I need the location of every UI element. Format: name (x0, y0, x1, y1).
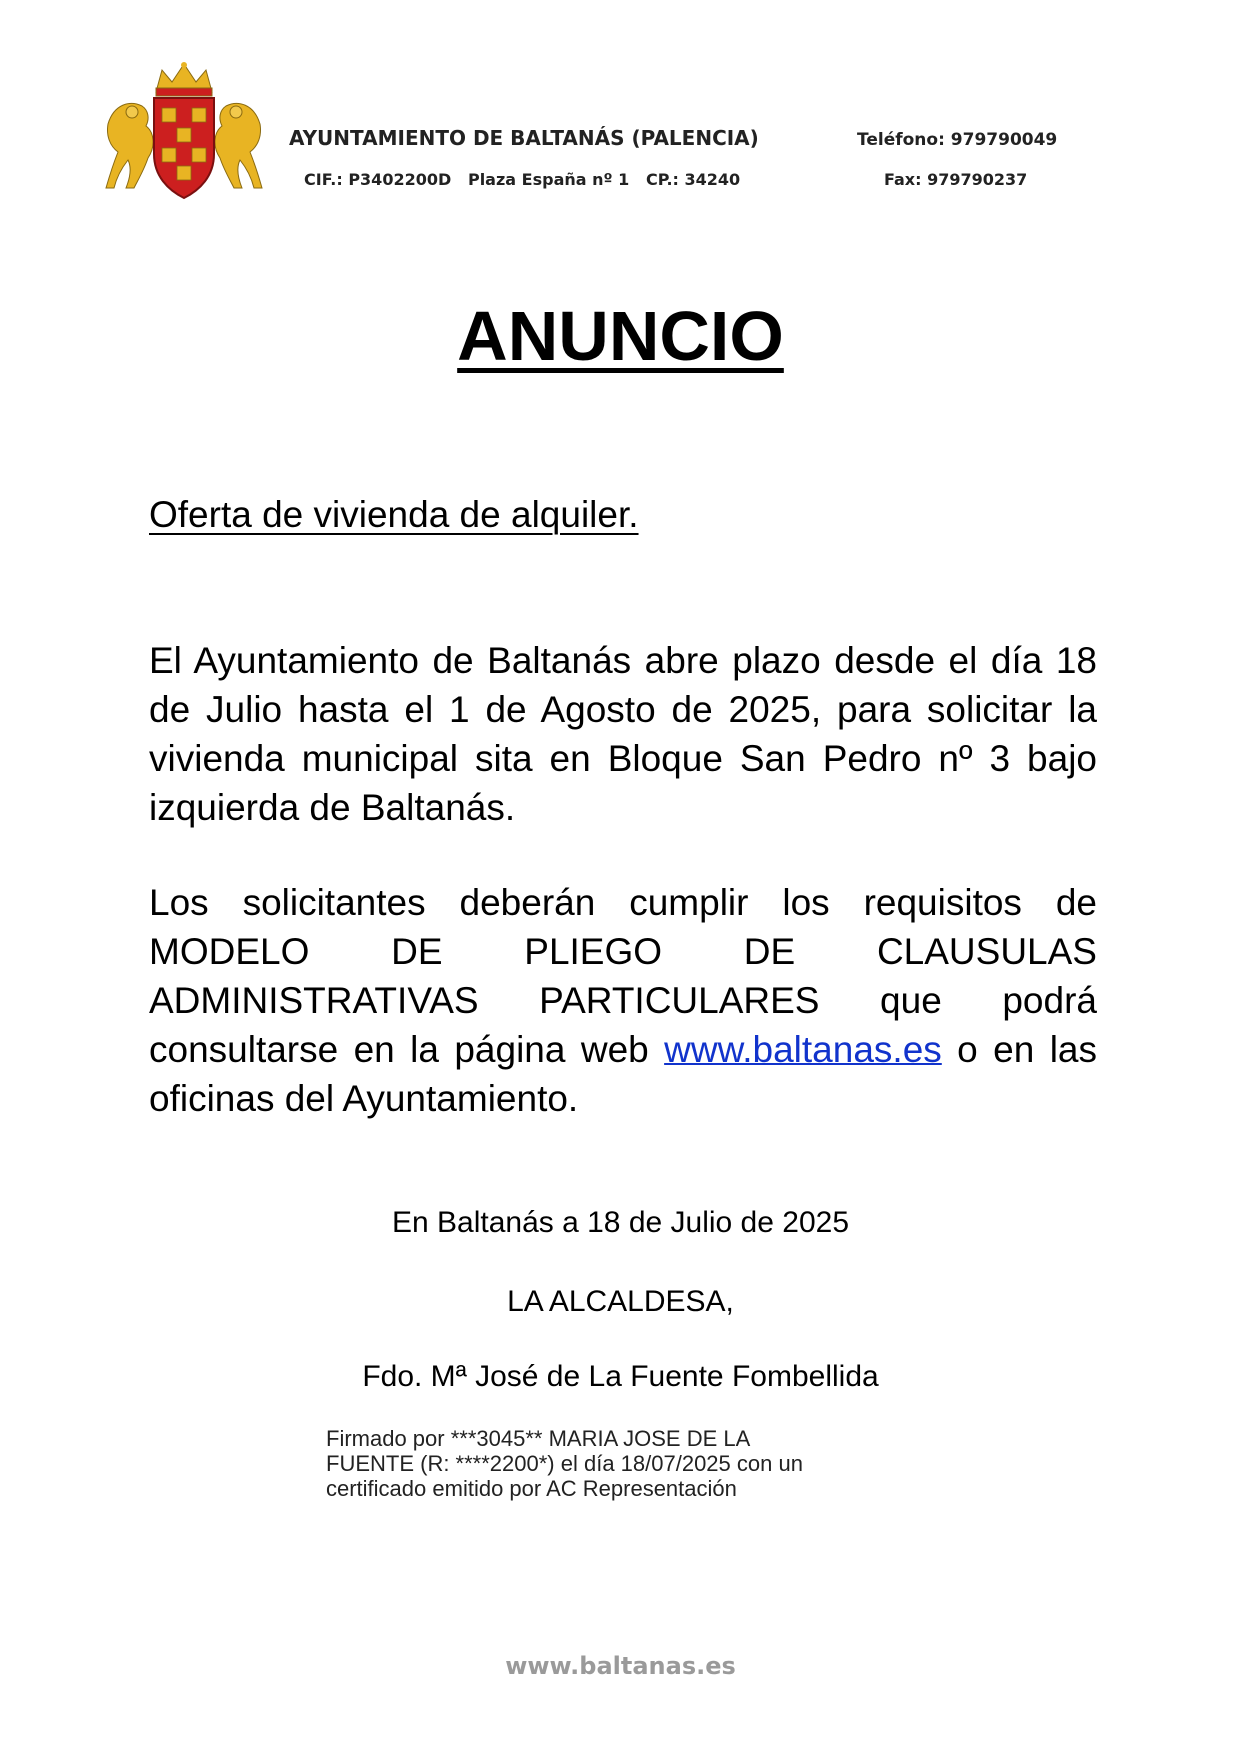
coat-of-arms-logo (104, 62, 264, 202)
header-institution-name: AYUNTAMIENTO DE BALTANÁS (PALENCIA) (289, 126, 759, 150)
paragraph-2-text-after-link: o en las oficinas del Ayuntamiento. (149, 1029, 1097, 1119)
paragraph-2-text-before-link: Los solicitantes deberán cumplir los requisitos de MODELO DE PLIEGO DE CLAUSULAS ADMINISTRATIVAS PARTICULARES que podrá consultarse en la página web (149, 882, 1097, 1070)
dateline: En Baltanás a 18 de Julio de 2025 (391, 1206, 850, 1239)
signer-name: Fdo. Mª José de La Fuente Fombellida (362, 1360, 879, 1393)
signature-line-3: certificado emitido por AC Representación (326, 1476, 737, 1501)
signer-role: LA ALCALDESA, (507, 1285, 734, 1318)
digital-signature-block (326, 1426, 906, 1501)
signature-line-2: FUENTE (R: ****2200*) el día 18/07/2025 con un (326, 1451, 803, 1476)
header-phone: Teléfono: 979790049 (857, 130, 1058, 150)
header-cif-address: CIF.: P3402200D Plaza España nº 1 CP.: 34240 (304, 170, 741, 189)
signature-line-1: Firmado por ***3045** MARIA JOSE DE LA (326, 1426, 751, 1451)
announcement-paragraph-1: El Ayuntamiento de Baltanás abre plazo desde el día 18 de Julio hasta el 1 de Agosto de 2025, para solicitar la vivienda municipal sita en Bloque San Pedro nº 3 bajo izquierda de Baltanás. (149, 640, 1097, 828)
page-title: ANUNCIO (457, 297, 784, 375)
website-link[interactable]: www.baltanas.es (664, 1029, 942, 1070)
header-fax: Fax: 979790237 (884, 170, 1028, 189)
footer-website: www.baltanas.es (505, 1652, 736, 1680)
announcement-paragraph-2 (149, 878, 1097, 1123)
announcement-subtitle: Oferta de vivienda de alquiler. (149, 494, 639, 535)
